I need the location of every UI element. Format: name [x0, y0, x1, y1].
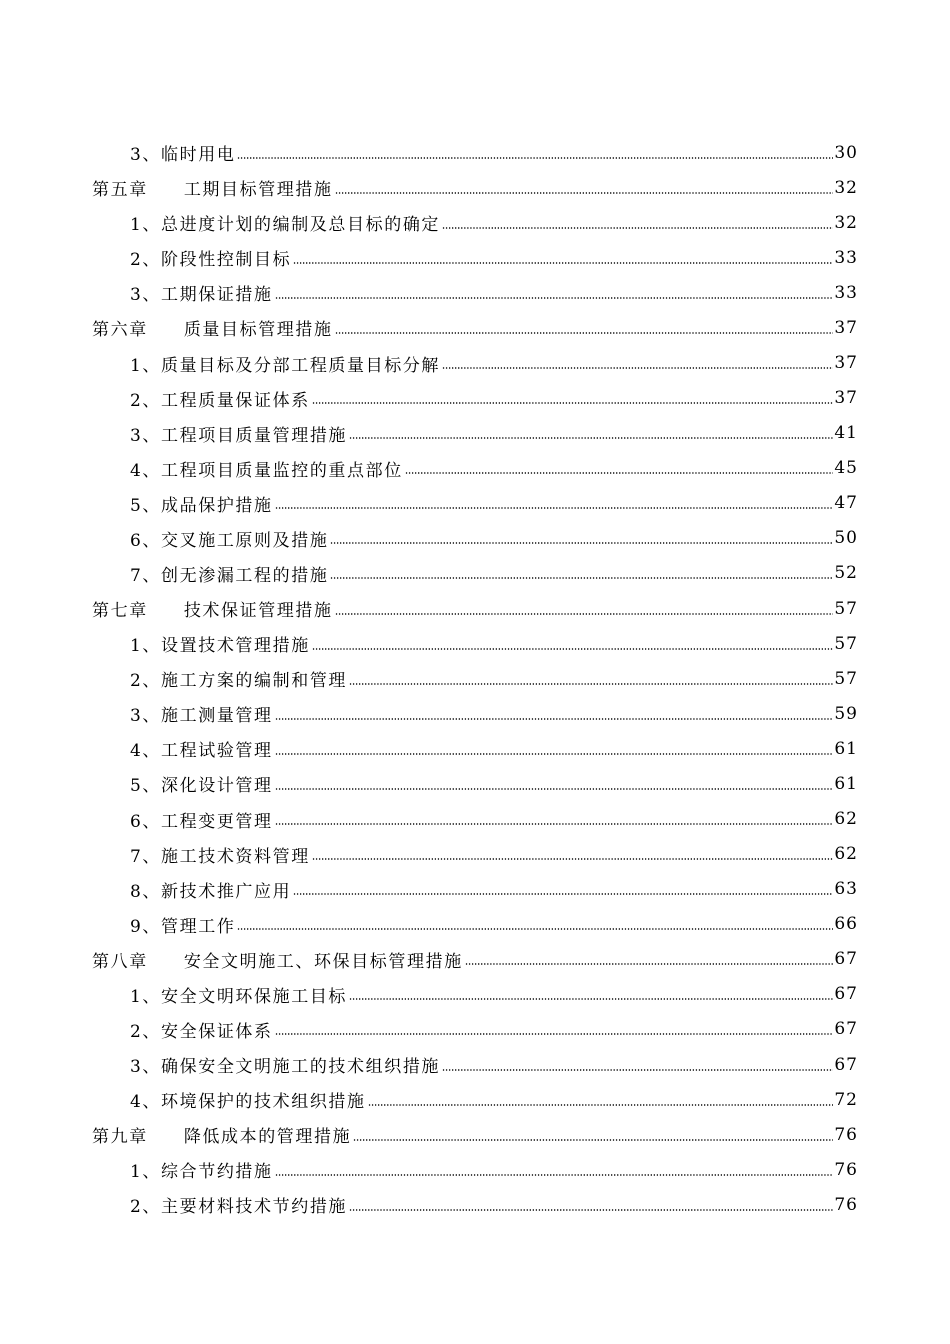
- page-number: 30: [834, 142, 858, 163]
- chapter-number: 第八章: [92, 951, 148, 972]
- page-number: 76: [834, 1124, 858, 1145]
- dot-leader: [335, 613, 834, 615]
- chapter-title: 安全文明施工、环保目标管理措施: [183, 951, 463, 972]
- dot-leader: [442, 1069, 833, 1071]
- page-number: 67: [834, 949, 858, 970]
- page-number: 67: [834, 1019, 858, 1040]
- section-title: 1、总进度计划的编制及总目标的确定: [130, 215, 441, 236]
- section-title: 2、阶段性控制目标: [130, 250, 292, 271]
- section-title: 3、工期保证措施: [130, 285, 273, 306]
- dot-leader: [293, 262, 833, 264]
- section-title: 2、施工方案的编制和管理: [130, 671, 348, 692]
- page-number: 66: [834, 914, 858, 935]
- section-title: 2、工程质量保证体系: [130, 390, 310, 411]
- page-number: 62: [834, 844, 858, 865]
- toc-section-entry[interactable]: [0, 521, 950, 556]
- page-number: 61: [834, 738, 858, 759]
- dot-leader: [293, 893, 833, 895]
- section-title: 8、新技术推广应用: [130, 881, 292, 902]
- section-title: 3、确保安全文明施工的技术组织措施: [130, 1057, 441, 1078]
- dot-leader: [349, 683, 833, 685]
- chapter-number: 第六章: [92, 320, 148, 341]
- dot-leader: [312, 858, 834, 860]
- dot-leader: [368, 1104, 834, 1106]
- section-title: 4、环境保护的技术组织措施: [130, 1092, 366, 1113]
- toc-section-entry[interactable]: [0, 696, 950, 731]
- dot-leader: [465, 963, 834, 965]
- toc-section-entry[interactable]: [0, 1082, 950, 1117]
- dot-leader: [275, 753, 834, 755]
- section-title: 4、工程项目质量监控的重点部位: [130, 460, 403, 481]
- chapter-title: 降低成本的管理措施: [183, 1127, 352, 1148]
- page-number: 76: [834, 1194, 858, 1215]
- page-number: 62: [834, 809, 858, 830]
- page-number: 37: [834, 388, 858, 409]
- dot-leader: [353, 1139, 833, 1141]
- page-number: 57: [834, 633, 858, 654]
- page-number: 47: [834, 493, 858, 514]
- section-title: 6、交叉施工原则及措施: [130, 530, 329, 551]
- page-number: 63: [834, 879, 858, 900]
- section-title: 4、工程试验管理: [130, 741, 273, 762]
- chapter-title: 技术保证管理措施: [183, 601, 333, 622]
- page-number: 52: [834, 563, 858, 584]
- toc-section-entry[interactable]: [0, 837, 950, 872]
- page-number: 57: [834, 598, 858, 619]
- dot-leader: [237, 157, 833, 159]
- page-number: 37: [834, 317, 858, 338]
- toc-chapter-entry[interactable]: [0, 1117, 950, 1152]
- page-number: 32: [834, 177, 858, 198]
- page-number: 50: [834, 528, 858, 549]
- page-number: 57: [834, 668, 858, 689]
- dot-leader: [335, 192, 834, 194]
- section-title: 1、安全文明环保施工目标: [130, 986, 348, 1007]
- toc-section-entry[interactable]: [0, 1012, 950, 1047]
- toc-section-entry[interactable]: [0, 135, 950, 170]
- toc-section-entry[interactable]: [0, 486, 950, 521]
- section-title: 3、施工测量管理: [130, 706, 273, 727]
- toc-section-entry[interactable]: [0, 626, 950, 661]
- page-number: 61: [834, 773, 858, 794]
- page-number: 45: [834, 458, 858, 479]
- page-number: 67: [834, 984, 858, 1005]
- toc-section-entry[interactable]: [0, 205, 950, 240]
- toc-chapter-entry[interactable]: [0, 591, 950, 626]
- toc-section-entry[interactable]: [0, 801, 950, 836]
- toc-section-entry[interactable]: [0, 345, 950, 380]
- toc-section-entry[interactable]: [0, 661, 950, 696]
- page-number: 37: [834, 353, 858, 373]
- toc-section-entry[interactable]: [0, 731, 950, 766]
- page-number: 32: [834, 212, 858, 233]
- toc-section-entry[interactable]: [0, 556, 950, 591]
- section-title: 7、创无渗漏工程的措施: [130, 565, 329, 586]
- page-number: 76: [834, 1159, 858, 1180]
- dot-leader: [330, 542, 833, 544]
- dot-leader: [312, 402, 834, 404]
- dot-leader: [275, 1033, 834, 1035]
- dot-leader: [275, 1174, 834, 1176]
- toc-section-entry[interactable]: [0, 1047, 950, 1082]
- chapter-title: 工期目标管理措施: [183, 180, 333, 201]
- chapter-number: 第九章: [92, 1127, 148, 1148]
- section-title: 1、质量目标及分部工程质量目标分解: [130, 355, 441, 376]
- page-number: 59: [834, 703, 858, 724]
- chapter-number: 第五章: [92, 180, 148, 201]
- toc-chapter-entry[interactable]: [0, 170, 950, 205]
- dot-leader: [237, 928, 833, 930]
- toc-chapter-entry[interactable]: [0, 942, 950, 977]
- section-title: 7、施工技术资料管理: [130, 846, 310, 867]
- dot-leader: [349, 998, 833, 1000]
- toc-section-entry[interactable]: [0, 872, 950, 907]
- dot-leader: [349, 437, 833, 439]
- chapter-title: 质量目标管理措施: [183, 320, 333, 341]
- dot-leader: [312, 648, 834, 650]
- section-title: 2、主要材料技术节约措施: [130, 1197, 348, 1218]
- dot-leader: [349, 1209, 833, 1211]
- dot-leader: [405, 472, 834, 474]
- section-title: 1、设置技术管理措施: [130, 636, 310, 657]
- toc-section-entry[interactable]: [0, 451, 950, 486]
- dot-leader: [442, 367, 833, 369]
- page-number: 33: [834, 282, 858, 303]
- toc-section-entry[interactable]: [0, 977, 950, 1012]
- toc-section-entry[interactable]: [0, 1187, 950, 1222]
- toc-chapter-entry[interactable]: [0, 310, 950, 345]
- page-number: 33: [834, 247, 858, 268]
- toc-section-entry[interactable]: [0, 240, 950, 275]
- section-title: 9、管理工作: [130, 916, 236, 937]
- toc-section-entry[interactable]: [0, 1152, 950, 1187]
- chapter-number: 第七章: [92, 601, 148, 622]
- page-number: 72: [834, 1089, 858, 1110]
- dot-leader: [275, 788, 834, 790]
- page-number: 67: [834, 1054, 858, 1075]
- toc-section-entry[interactable]: [0, 416, 950, 451]
- section-title: 1、综合节约措施: [130, 1162, 273, 1183]
- dot-leader: [442, 227, 833, 229]
- toc-section-entry[interactable]: [0, 275, 950, 310]
- section-title: 2、安全保证体系: [130, 1021, 273, 1042]
- section-title: 5、成品保护措施: [130, 495, 273, 516]
- toc-section-entry[interactable]: [0, 766, 950, 801]
- section-title: 3、工程项目质量管理措施: [130, 425, 348, 446]
- table-of-contents: [0, 135, 950, 1222]
- dot-leader: [330, 577, 833, 579]
- section-title: 6、工程变更管理: [130, 811, 273, 832]
- dot-leader: [275, 718, 834, 720]
- section-title: 5、深化设计管理: [130, 776, 273, 797]
- toc-section-entry[interactable]: [0, 907, 950, 942]
- toc-section-entry[interactable]: [0, 381, 950, 416]
- section-title: 3、临时用电: [130, 145, 236, 166]
- dot-leader: [275, 823, 834, 825]
- dot-leader: [275, 507, 834, 509]
- dot-leader: [275, 297, 834, 299]
- page-number: 41: [834, 423, 858, 444]
- dot-leader: [335, 332, 834, 334]
